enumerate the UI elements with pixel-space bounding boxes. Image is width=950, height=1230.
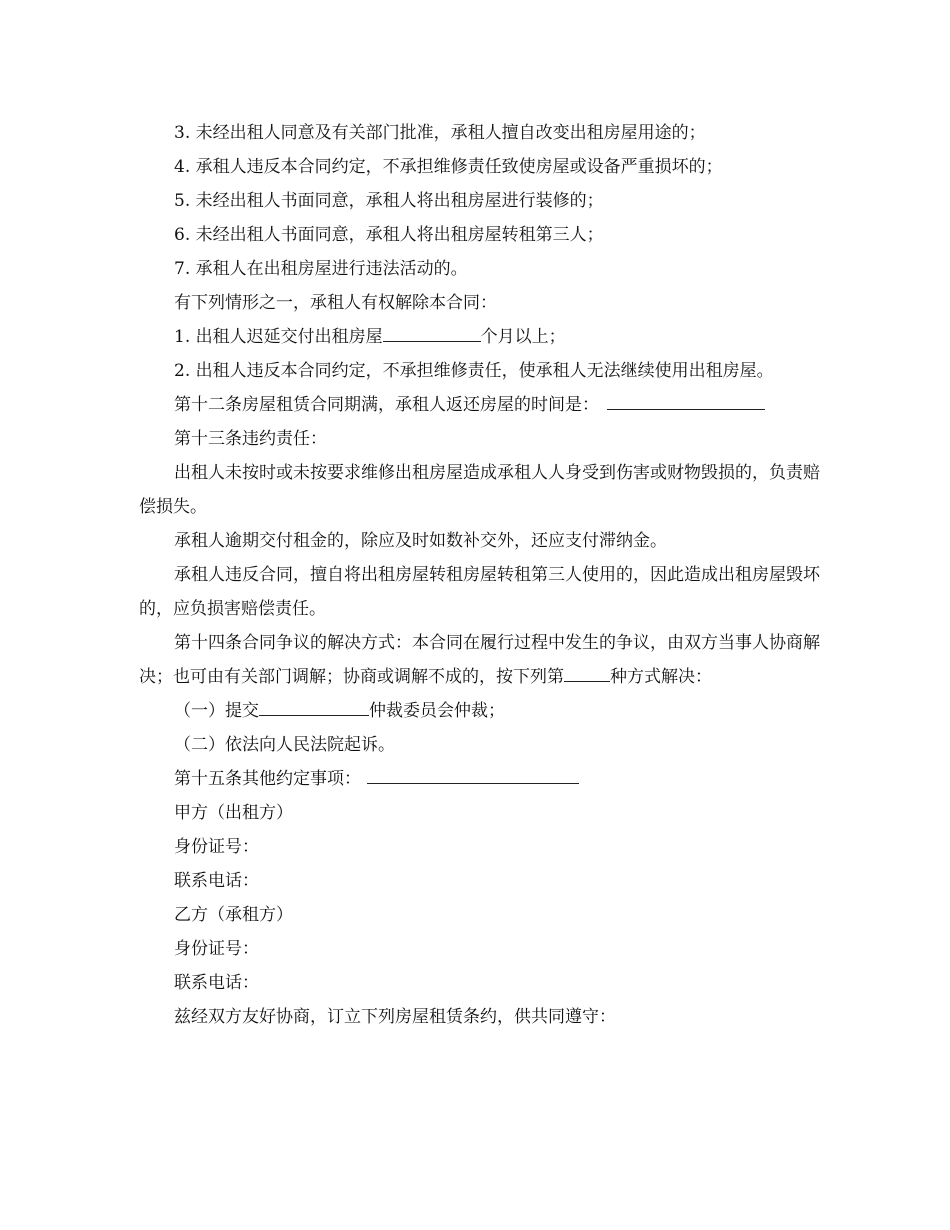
clause-item-3: 3. 未经出租人同意及有关部门批准，承租人擅自改变出租房屋用途的； (174, 123, 706, 143)
article-12 (139, 388, 829, 422)
article-13-para-2: 承租人逾期交付租金的，除应及时如数补交外，还应支付滞纳金。 (174, 531, 667, 551)
party-b-id-label: 身份证号： (174, 939, 259, 959)
article-14-suffix: 种方式解决： (610, 667, 712, 687)
article-13-para-3: 承租人违反合同，擅自将出租房屋转租房屋转租第三人使用的，因此造成出租房屋毁坏的，应负损害赔偿责任。 (139, 565, 820, 619)
tenant-termination-item-2: 2. 出租人违反本合同约定，不承担维修责任，使承租人无法继续使用出租房屋。 (174, 361, 774, 381)
dispute-option-2: （二）依法向人民法院起诉。 (174, 735, 395, 755)
clause-item-7: 7. 承租人在出租房屋进行违法活动的。 (174, 259, 468, 279)
party-a-label: 甲方（出租方） (174, 803, 293, 823)
article-13-heading: 第十三条违约责任： (174, 429, 327, 449)
clause-item-5: 5. 未经出租人书面同意，承租人将出租房屋进行装修的； (174, 191, 604, 211)
months-suffix: 个月以上； (480, 327, 566, 347)
dispute-option-1 (139, 694, 829, 728)
delay-text: 1. 出租人迟延交付出租房屋 (174, 327, 383, 347)
other-terms-blank (367, 765, 579, 784)
arbitration-suffix: 仲裁委员会仲裁； (369, 701, 505, 721)
article-14-text: 第十四条合同争议的解决方式：本合同在履行过程中发生的争议，由双方当事人协商解决；也可由有关部门调解；协商或调解不成的，按下列第 (139, 633, 820, 687)
article-14 (139, 626, 829, 694)
return-time-blank (607, 391, 765, 410)
party-a-id-label: 身份证号： (174, 837, 259, 857)
tenant-termination-heading: 有下列情形之一，承租人有权解除本合同： (174, 293, 497, 313)
clause-item-4: 4. 承租人违反本合同约定，不承担维修责任致使房屋或设备严重损坏的； (174, 157, 723, 177)
arbitration-blank (259, 697, 369, 716)
article-15-text: 第十五条其他约定事项： (174, 769, 361, 789)
dispute-method-blank (564, 663, 610, 682)
arbitration-prefix: （一）提交 (174, 701, 259, 721)
party-a-phone-label: 联系电话： (174, 871, 259, 891)
party-b-phone-label: 联系电话： (174, 973, 259, 993)
document-body (139, 116, 829, 1034)
party-b-label: 乙方（承租方） (174, 905, 293, 925)
tenant-termination-item-1 (139, 320, 829, 354)
clause-item-6: 6. 未经出租人书面同意，承租人将出租房屋转租第三人； (174, 225, 604, 245)
article-15 (139, 762, 829, 796)
article-13-para-1: 出租人未按时或未按要求维修出租房屋造成承租人人身受到伤害或财物毁损的，负责赔偿损失。 (139, 463, 820, 517)
article-12-text: 第十二条房屋租赁合同期满，承租人返还房屋的时间是： (174, 395, 599, 415)
agreement-preamble: 兹经双方友好协商，订立下列房屋租赁条约，供共同遵守： (174, 1007, 616, 1027)
months-blank (383, 323, 481, 342)
